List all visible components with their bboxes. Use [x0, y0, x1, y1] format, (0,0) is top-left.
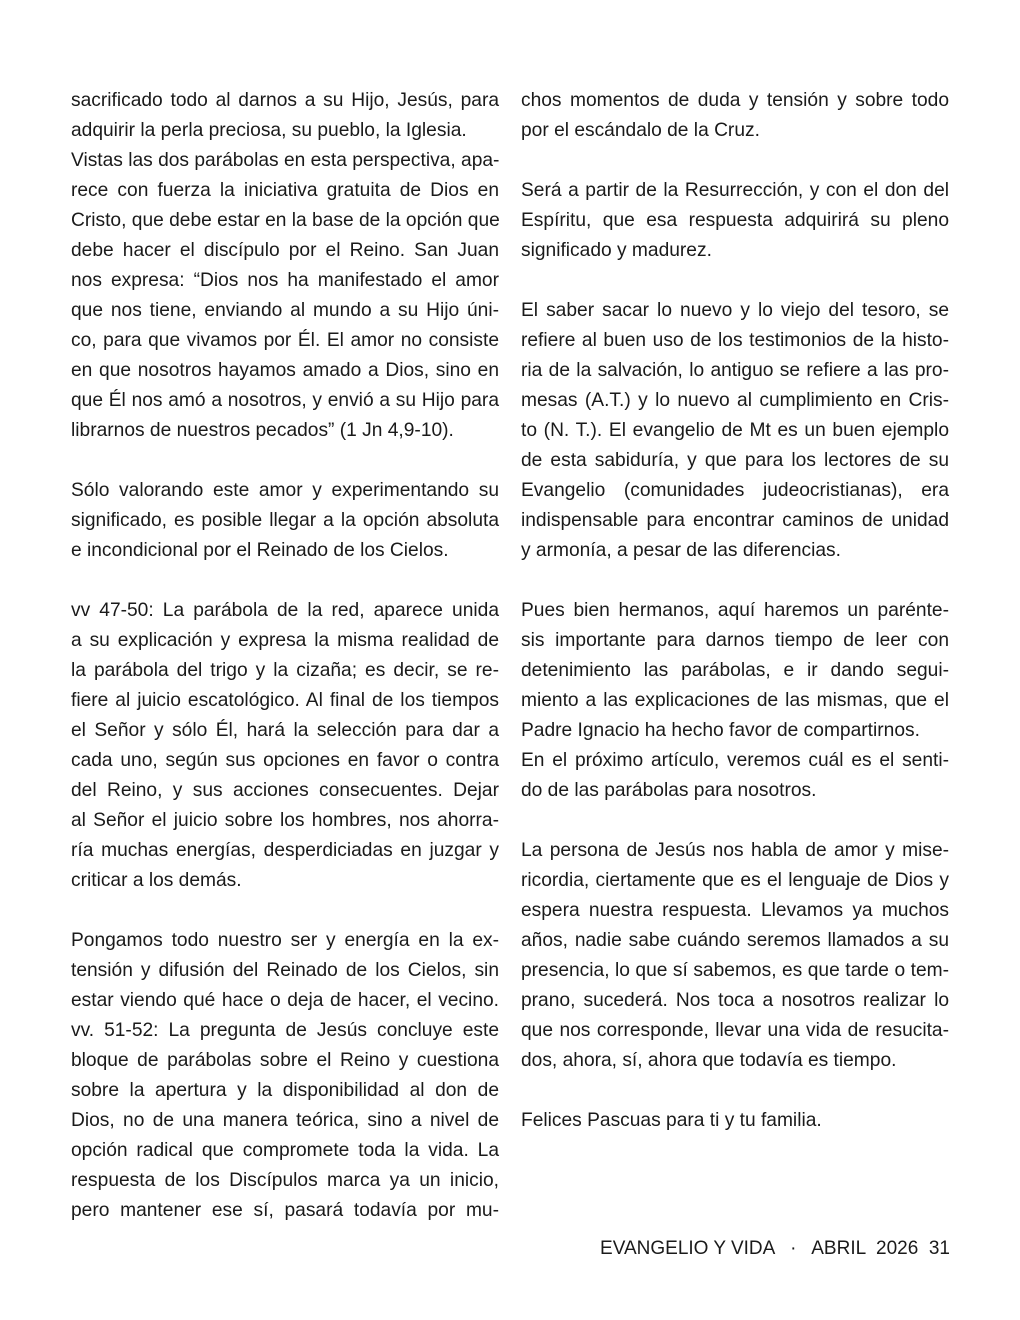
text-line: do de las parábolas para nosotros. — [521, 780, 817, 801]
text-line: sacrificado todo al darnos a su Hijo, Jesús, para — [71, 90, 499, 111]
text-line: nos expresa: “Dios nos ha manifestado el amor — [71, 270, 499, 291]
text-line: significado y madurez. — [521, 240, 712, 261]
text-line: adquirir la perla preciosa, su pueblo, la Iglesia. — [71, 120, 467, 141]
footer-page-number: 31 — [928, 1238, 950, 1259]
text-line: años, nadie sabe cuándo seremos llamados a su — [521, 930, 949, 951]
text-line: de esta sabiduría, y que para los lectores de su — [521, 450, 949, 471]
right-column — [521, 86, 949, 1136]
text-line: ría muchas energías, desperdiciadas en juzgar y — [71, 840, 499, 861]
text-line: vv. 51-52: La pregunta de Jesús concluye este — [71, 1020, 499, 1041]
text-line: sis importante para darnos tiempo de leer con — [521, 630, 949, 651]
text-line: e incondicional por el Reinado de los Cielos. — [71, 540, 449, 561]
text-line: ria de la salvación, lo antiguo se refiere a las pro- — [521, 360, 949, 381]
text-line: El saber sacar lo nuevo y lo viejo del tesoro, se — [521, 300, 949, 321]
page-footer — [600, 1236, 950, 1262]
text-line: a su explicación y expresa la misma realidad de — [71, 630, 499, 651]
text-line: Sólo valorando este amor y experimentando su — [71, 480, 499, 501]
text-line: Pues bien hermanos, aquí haremos un parénte- — [521, 600, 949, 621]
text-line: En el próximo artículo, veremos cuál es el senti- — [521, 750, 949, 771]
text-line: miento a las explicaciones de las mismas, que el — [521, 690, 949, 711]
left-column — [71, 86, 499, 1226]
text-line: respuesta de los Discípulos marca ya un inicio, — [71, 1170, 499, 1191]
footer-publication: EVANGELIO Y VIDA — [600, 1238, 775, 1259]
text-line: mesas (A.T.) y lo nuevo al cumplimiento en Cris- — [521, 390, 949, 411]
text-line: debe hacer el discípulo por el Reino. San Juan — [71, 240, 499, 261]
paragraph-gap — [521, 266, 949, 296]
text-line: prano, sucederá. Nos toca a nosotros realizar lo — [521, 990, 949, 1011]
text-line: en que nosotros hayamos amado a Dios, sino en — [71, 360, 499, 381]
text-line: criticar a los demás. — [71, 870, 242, 891]
text-line: Evangelio (comunidades judeocristianas), era — [521, 480, 949, 501]
footer-separator: · — [790, 1238, 797, 1259]
text-line: cada uno, según sus opciones en favor o contra — [71, 750, 499, 771]
text-line: librarnos de nuestros pecados” (1 Jn 4,9-10). — [71, 420, 454, 441]
text-line: La persona de Jesús nos habla de amor y mise- — [521, 840, 949, 861]
text-line: que Él nos amó a nosotros, y envió a su Hijo para — [71, 390, 499, 411]
paragraph-gap — [521, 1076, 949, 1106]
text-line: tensión y difusión del Reinado de los Cielos, sin — [71, 960, 499, 981]
text-line: fiere al juicio escatológico. Al final de los tiempos — [71, 690, 499, 711]
text-line: espera nuestra respuesta. Llevamos ya muchos — [521, 900, 949, 921]
text-line: sobre la apertura y la disponibilidad al don de — [71, 1080, 499, 1101]
paragraph-gap — [71, 896, 499, 926]
paragraph-gap — [71, 446, 499, 476]
text-line: significado, es posible llegar a la opción absoluta — [71, 510, 499, 531]
text-line: Espíritu, que esa respuesta adquirirá su pleno — [521, 210, 949, 231]
text-line: que nos corresponde, llevar una vida de resucita- — [521, 1020, 949, 1041]
text-line: Padre Ignacio ha hecho favor de compartirnos. — [521, 720, 920, 741]
text-line: y armonía, a pesar de las diferencias. — [521, 540, 841, 561]
text-line: Vistas las dos parábolas en esta perspectiva, apa- — [71, 150, 500, 171]
text-line: to (N. T.). El evangelio de Mt es un buen ejemplo — [521, 420, 949, 441]
text-line: Cristo, que debe estar en la base de la opción que — [71, 210, 500, 231]
text-line: Felices Pascuas para ti y tu familia. — [521, 1110, 822, 1131]
footer-issue: ABRIL 2026 — [811, 1238, 919, 1259]
text-line: opción radical que compromete toda la vida. La — [71, 1140, 499, 1161]
text-line: pero mantener ese sí, pasará todavía por mu- — [71, 1200, 499, 1221]
text-line: co, para que vivamos por Él. El amor no consiste — [71, 330, 499, 351]
text-line: Será a partir de la Resurrección, y con el don del — [521, 180, 949, 201]
text-line: que nos tiene, enviando al mundo a su Hijo úni- — [71, 300, 499, 321]
text-line: indispensable para encontrar caminos de unidad — [521, 510, 949, 531]
paragraph-gap — [521, 146, 949, 176]
text-line: por el escándalo de la Cruz. — [521, 120, 760, 141]
paragraph-gap — [521, 566, 949, 596]
text-line: del Reino, y sus acciones consecuentes. Dejar — [71, 780, 499, 801]
text-line: presencia, lo que sí sabemos, es que tarde o tem- — [521, 960, 949, 981]
text-line: bloque de parábolas sobre el Reino y cuestiona — [71, 1050, 499, 1071]
text-line: el Señor y sólo Él, hará la selección para dar a — [71, 720, 499, 741]
text-line: Dios, no de una manera teórica, sino a nivel de — [71, 1110, 499, 1131]
text-line: rece con fuerza la iniciativa gratuita de Dios en — [71, 180, 499, 201]
text-line: chos momentos de duda y tensión y sobre todo — [521, 90, 949, 111]
text-line: vv 47-50: La parábola de la red, aparece unida — [71, 600, 499, 621]
paragraph-gap — [521, 806, 949, 836]
text-line: refiere al buen uso de los testimonios de la histo- — [521, 330, 949, 351]
text-line: dos, ahora, sí, ahora que todavía es tiempo. — [521, 1050, 897, 1071]
text-line: al Señor el juicio sobre los hombres, nos ahorra- — [71, 810, 499, 831]
text-line: la parábola del trigo y la cizaña; es decir, se re- — [71, 660, 499, 681]
paragraph-gap — [71, 566, 499, 596]
text-line: detenimiento las parábolas, e ir dando segui- — [521, 660, 949, 681]
text-line: ricordia, ciertamente que es el lenguaje de Dios y — [521, 870, 949, 891]
text-line: estar viendo qué hace o deja de hacer, el vecino. — [71, 990, 499, 1011]
text-line: Pongamos todo nuestro ser y energía en la ex- — [71, 930, 499, 951]
